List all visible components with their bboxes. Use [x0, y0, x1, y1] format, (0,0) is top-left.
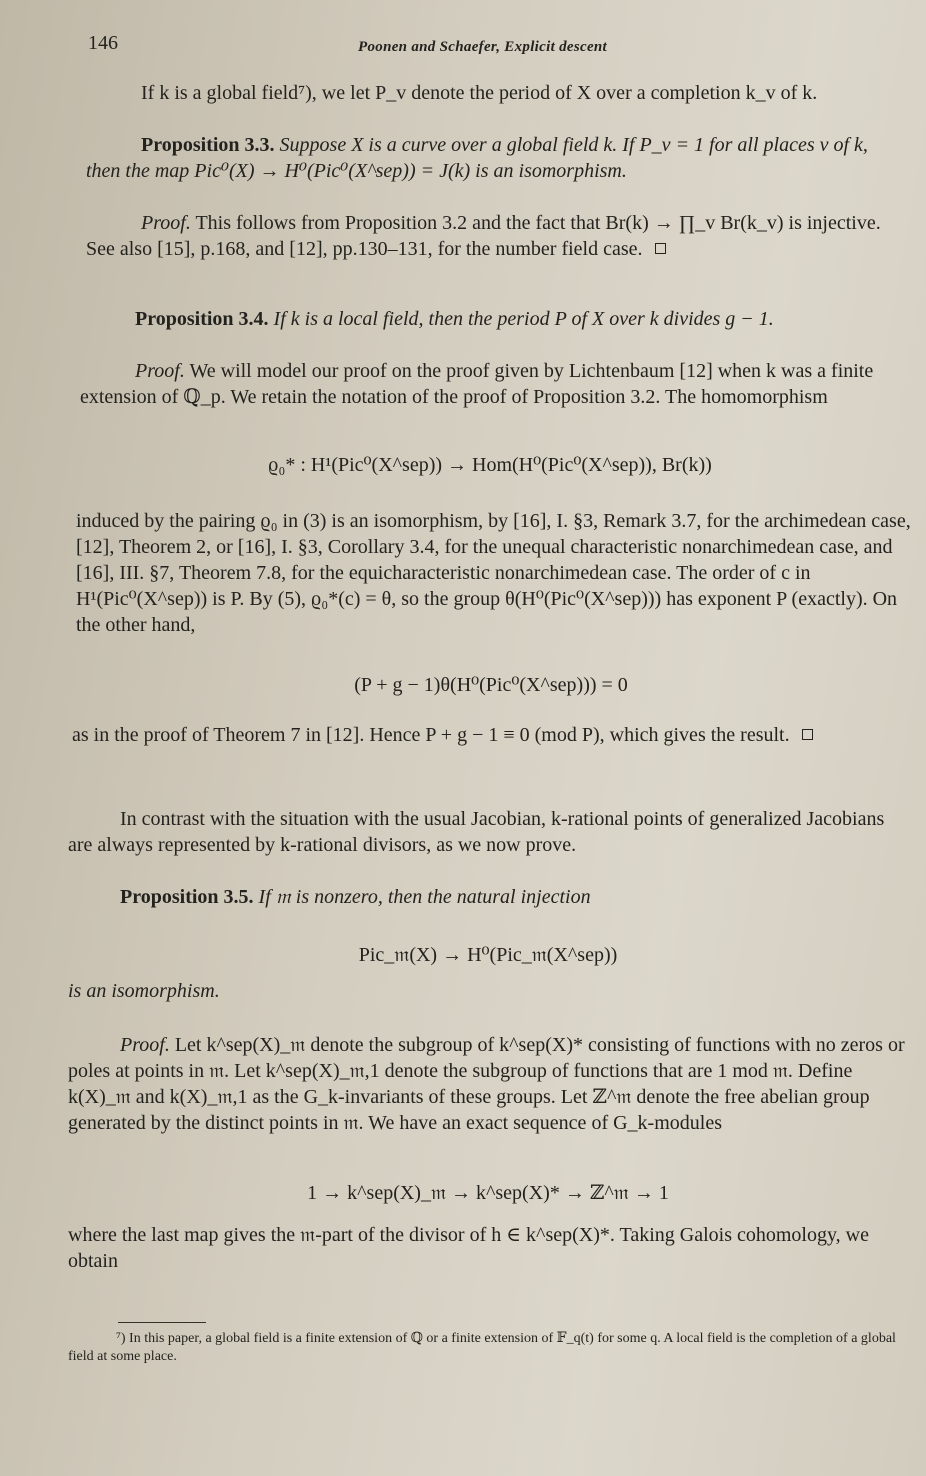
running-head: Poonen and Schaefer, Explicit descent — [358, 39, 608, 55]
proof-3-5-text: Let k^sep(X)_𝔪 denote the subgroup of k^sep(X)* consisting of functions with no zeros or poles at points in 𝔪. Let k^sep(X)_𝔪,1 denote the subgroup of functions that are 1 mod 𝔪. Define k(X)_𝔪 and k(X)_𝔪,1 as the G_k-invariants of these groups. Let ℤ^𝔪 denote the free abelian group generated by the distinct points in 𝔪. We have an exact sequence of G_k-modules — [68, 1034, 905, 1134]
proposition-3-4 — [80, 306, 900, 332]
proposition-3-3-text: Suppose X is a curve over a global field k. If P_v = 1 for all places v of k, then the map Pic⁰(X) → H⁰(Pic⁰(X^sep)) = J(k) is an isomorphism. — [86, 134, 868, 182]
proposition-3-5 — [68, 884, 908, 910]
paragraph-result-text: as in the proof of Theorem 7 in [12]. Hence P + g − 1 ≡ 0 (mod P), which gives the result. — [72, 724, 790, 746]
proposition-3-4-text: If k is a local field, then the period P of X over k divides g − 1. — [273, 308, 774, 330]
paragraph-galois-cohomology: where the last map gives the 𝔪-part of the divisor of h ∈ k^sep(X)*. Taking Galois cohomology, we obtain — [68, 1224, 869, 1272]
paragraph-pairing: induced by the pairing ϱ₀ in (3) is an isomorphism, by [16], I. §3, Remark 3.7, for the archimedean case, [12], Theorem 2, or [16], I. §3, Corollary 3.4, for the unequal characteristic nonarchimedean case, and [16], III. §7, Theorem 7.8, for the equicharacteristic nonarchimedean case. The order of c in H¹(Pic⁰(X^sep)) is P. By (5), ϱ₀*(c) = θ, so the group θ(H⁰(Pic⁰(X^sep))) has exponent P (exactly). On the other hand, — [76, 510, 911, 636]
equation-homomorphism: ϱ₀* : H¹(Pic⁰(X^sep)) → Hom(H⁰(Pic⁰(X^sep)), Br(k)) — [268, 454, 712, 476]
equation-exact-sequence: 1 → k^sep(X)_𝔪 → k^sep(X)* → ℤ^𝔪 → 1 — [307, 1182, 669, 1204]
paragraph-global-field: If k is a global field⁷), we let P_v denote the period of X over a completion k_v of k. — [141, 82, 818, 104]
proposition-3-3-label: Proposition 3.3. — [141, 134, 275, 156]
equation-exponent: (P + g − 1)θ(H⁰(Pic⁰(X^sep))) = 0 — [354, 674, 628, 696]
qed-square-icon — [655, 243, 666, 254]
proof-3-3-text: This follows from Proposition 3.2 and the fact that Br(k) → ∏_v Br(k_v) is injective. See also [15], p.168, and [12], pp.130–131, for the number field case. — [86, 212, 881, 260]
footnote-text: ⁷) In this paper, a global field is a finite extension of ℚ or a finite extension of 𝔽_q(t) for some q. A local field is the completion of a global field at some place. — [68, 1331, 896, 1364]
proof-3-3 — [86, 210, 904, 262]
proof-3-3-label: Proof. — [141, 212, 191, 234]
proposition-3-5-label: Proposition 3.5. — [120, 886, 254, 908]
proposition-3-4-label: Proposition 3.4. — [135, 308, 269, 330]
proof-3-4-text: We will model our proof on the proof given by Lichtenbaum [12] when k was a finite extension of ℚ_p. We retain the notation of the proof of Proposition 3.2. The homomorphism — [80, 360, 874, 408]
footnote-rule — [118, 1322, 206, 1323]
proof-3-5-label: Proof. — [120, 1034, 170, 1056]
equation-injection: Pic_𝔪(X) → H⁰(Pic_𝔪(X^sep)) — [358, 944, 618, 966]
page-number: 146 — [88, 32, 118, 54]
paragraph-isomorphism: is an isomorphism. — [68, 980, 220, 1002]
proposition-3-5-text: If 𝔪 is nonzero, then the natural injection — [258, 886, 591, 908]
proof-3-4 — [80, 358, 908, 410]
footnote — [68, 1330, 898, 1366]
paragraph-contrast: In contrast with the situation with the usual Jacobian, k-rational points of generalized Jacobians are always represented by k-rational divisors, as we now prove. — [68, 808, 885, 856]
proof-3-5 — [68, 1032, 908, 1136]
proposition-3-3 — [86, 132, 904, 184]
paragraph-result — [72, 722, 912, 748]
proof-3-4-label: Proof. — [135, 360, 185, 382]
qed-square-icon — [802, 729, 813, 740]
